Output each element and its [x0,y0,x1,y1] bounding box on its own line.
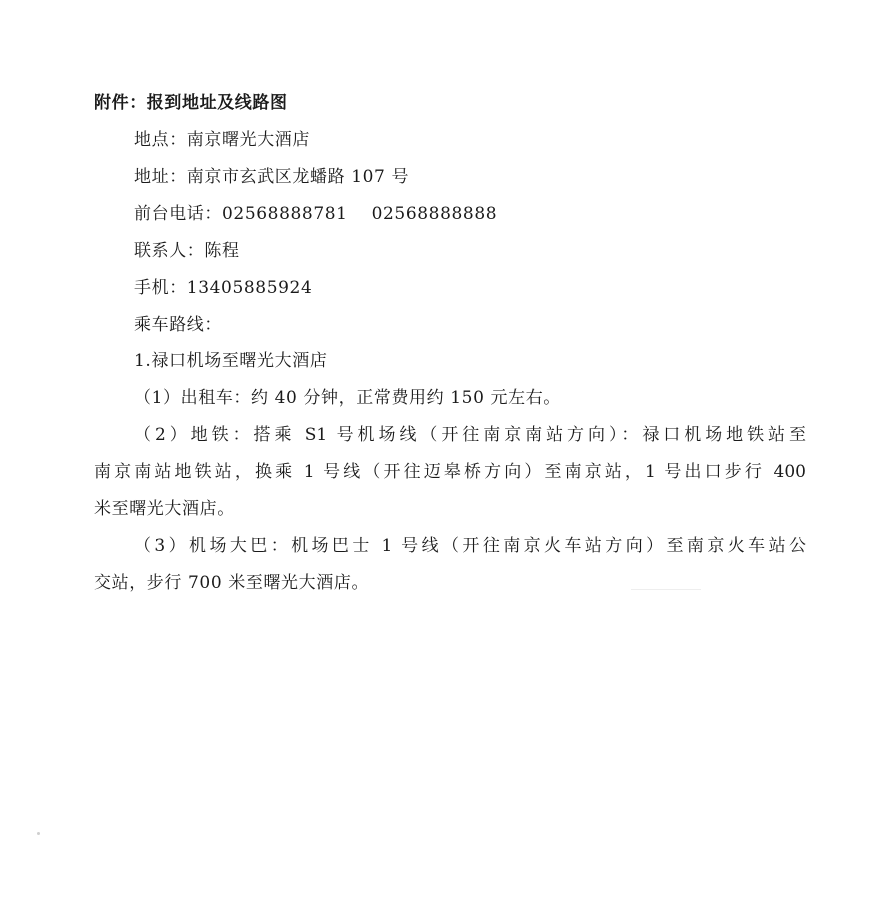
option-bus-line-2: 交站，步行 700 米至曙光大酒店。 [94,573,370,593]
option-metro-line-1: （2）地铁：搭乘 S1 号机场线（开往南京南站方向）：禄口机场地铁站至 [134,425,806,445]
mobile-line: 手机：13405885924 [134,278,313,298]
front-desk-phone-line: 前台电话：02568888781 02568888888 [134,204,498,224]
route-1-title: 1.禄口机场至曙光大酒店 [134,351,328,371]
location-line: 地点：南京曙光大酒店 [134,130,310,150]
scan-mark [631,589,701,590]
address-line: 地址：南京市玄武区龙蟠路 107 号 [134,167,410,187]
option-metro-line-2: 南京南站地铁站，换乘 1 号线（开往迈皋桥方向）至南京站，1 号出口步行 400 [94,462,806,482]
option-taxi: （1）出租车：约 40 分钟，正常费用约 150 元左右。 [134,388,561,408]
route-heading: 乘车路线： [134,315,222,335]
option-metro-line-3: 米至曙光大酒店。 [94,499,235,519]
scan-speck [37,832,40,835]
contact-line: 联系人：陈程 [134,241,240,261]
option-bus-line-1: （3）机场大巴：机场巴士 1 号线（开往南京火车站方向）至南京火车站公 [134,536,806,556]
document-heading: 附件：报到地址及线路图 [94,93,288,113]
